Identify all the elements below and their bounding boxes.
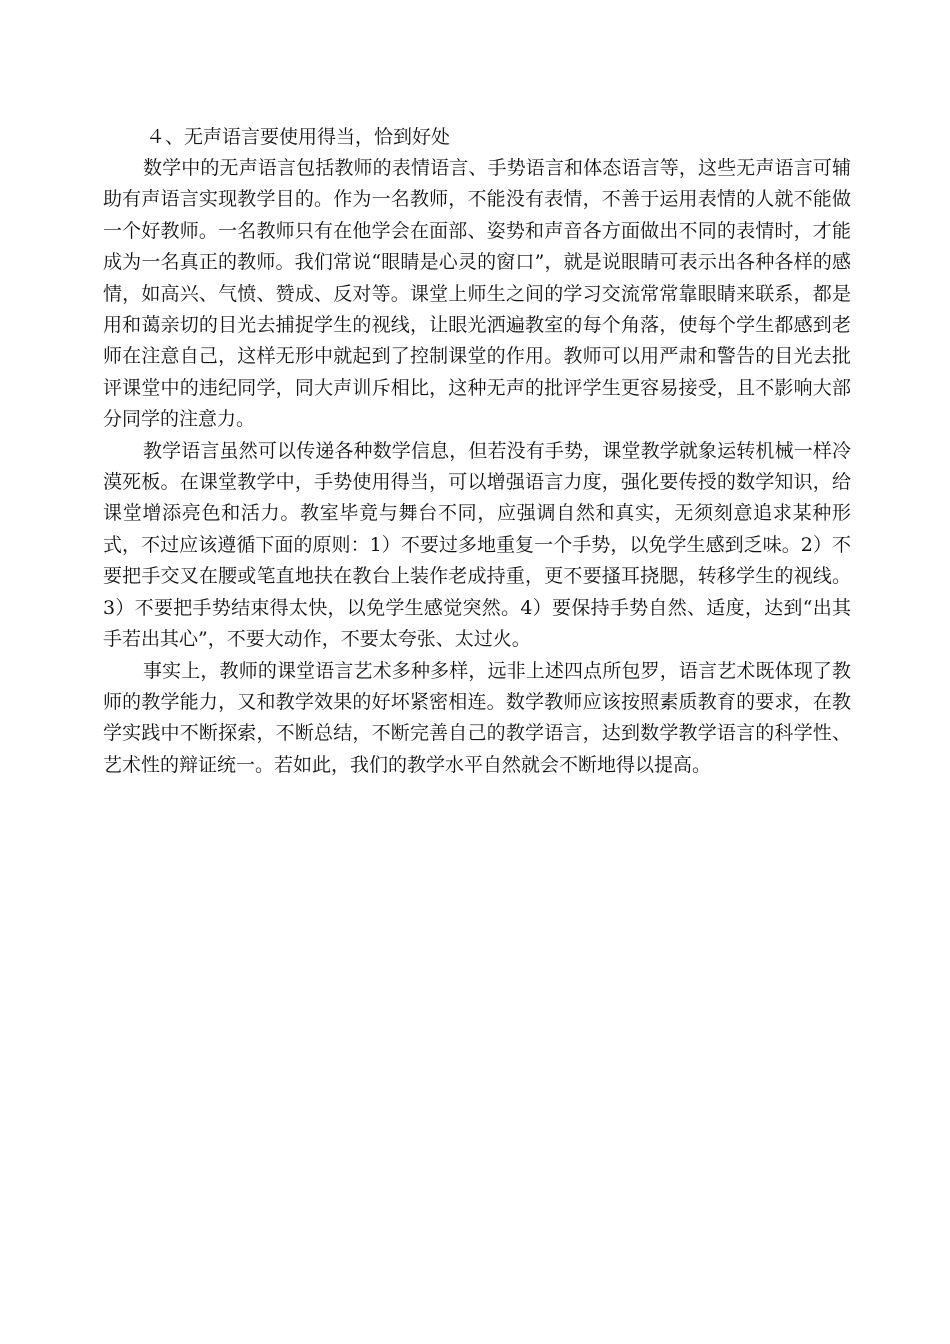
paragraph-conclusion: 事实上，教师的课堂语言艺术多种多样，远非上述四点所包罗，语言艺术既体现了教师的教学能力，又和教学效果的好坏紧密相连。数学教师应该按照素质教育的要求，在教学实践中不断探索，不断总结，不断完善自己的教学语言，达到数学教学语言的科学性、艺术性的辩证统一。若如此，我们的教学水平自然就会不断地得以提高。	[103, 659, 851, 776]
section-heading: ４、无声语言要使用得当，恰到好处	[146, 126, 451, 148]
document-body	[103, 122, 851, 781]
paragraph-silent-language: 数学中的无声语言包括教师的表情语言、手势语言和体态语言等，这些无声语言可辅助有声语言实现教学目的。作为一名教师，不能没有表情，不善于运用表情的人就不能做一个好教师。一名教师只有在他学会在面部、姿势和声音各方面做出不同的表情时，才能成为一名真正的教师。我们常说“眼睛是心灵的窗口”，就是说眼睛可表示出各种各样的感情，如高兴、气愤、赞成、反对等。课堂上师生之间的学习交流常常靠眼睛来联系，都是用和蔼亲切的目光去捕捉学生的视线，让眼光洒遍教室的每个角落，使每个学生都感到老师在注意自己，这样无形中就起到了控制课堂的作用。教师可以用严肃和警告的目光去批评课堂中的违纪同学，同大声训斥相比，这种无声的批评学生更容易接受，且不影响大部分同学的注意力。	[103, 157, 851, 431]
paragraph-gestures: 教学语言虽然可以传递各种数学信息，但若没有手势，课堂教学就象运转机械一样冷漠死板。在课堂教学中，手势使用得当，可以增强语言力度，强化要传授的数学知识，给课堂增添亮色和活力。教室毕竟与舞台不同，应强调自然和真实，无须刻意追求某种形式，不过应该遵循下面的原则：1）不要过多地重复一个手势，以免学生感到乏味。2）不要把手交叉在腰或笔直地扶在教台上装作老成持重，更不要搔耳挠腮，转移学生的视线。3）不要把手势结束得太快，以免学生感觉突然。4）要保持手势自然、适度，达到“出其手若出其心”，不要大动作，不要太夸张、太过火。	[103, 439, 851, 651]
